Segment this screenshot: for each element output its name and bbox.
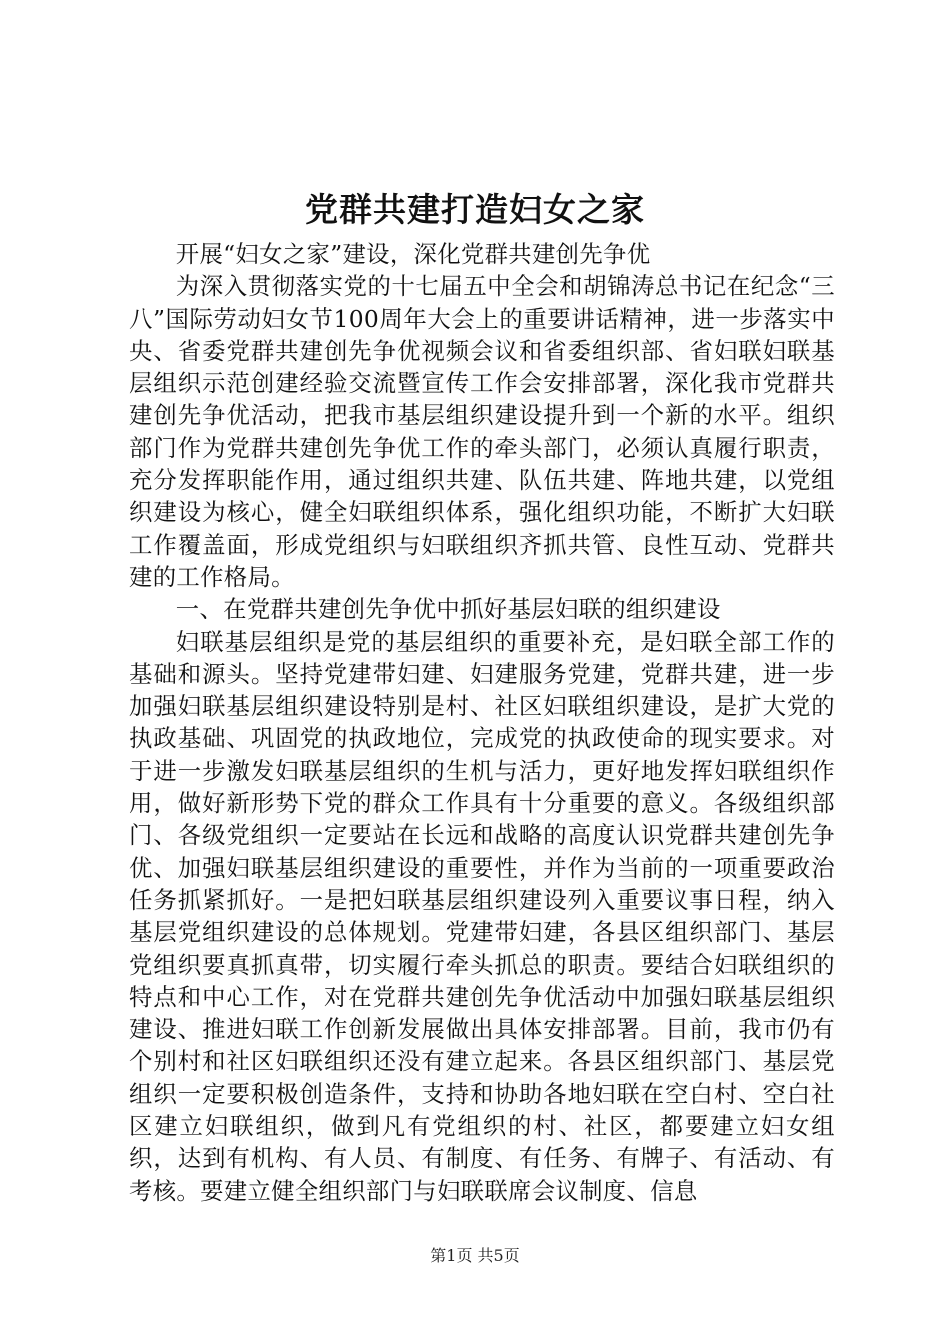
section-heading-1: 一、在党群共建创先争优中抓好基层妇联的组织建设	[175, 595, 721, 624]
paragraph-intro: 为深入贯彻落实党的十七届五中全会和胡锦涛总书记在纪念“三八”国际劳动妇女节100周年大会上的重要讲话精神，进一步落实中央、省委党群共建创先争优视频会议和省委组织部、省妇联妇联基层组织示范创建经验交流暨宣传工作会安排部署，深化我市党群共建创先争优活动，把我市基层组织建设提升到一个新的水平。组织部门作为党群共建创先争优工作的牵头部门，必须认真履行职责，充分发挥职能作用，通过组织共建、队伍共建、阵地共建，以党组织建设为核心，健全妇联组织体系，强化组织功能，不断扩大妇联工作覆盖面，形成党组织与妇联组织齐抓共管、良性互动、党群共建的工作格局。	[129, 272, 835, 591]
document-title: 党群共建打造妇女之家	[305, 190, 645, 229]
paragraph-section-1: 妇联基层组织是党的基层组织的重要补充，是妇联全部工作的基础和源头。坚持党建带妇建、妇建服务党建，党群共建，进一步加强妇联基层组织建设特别是村、社区妇联组织建设，是扩大党的执政基础、巩固党的执政地位，完成党的执政使命的现实要求。对于进一步激发妇联基层组织的生机与活力，更好地发挥妇联组织作用，做好新形势下党的群众工作具有十分重要的意义。各级组织部门、各级党组织一定要站在长远和战略的高度认识党群共建创先争优、加强妇联基层组织建设的重要性，并作为当前的一项重要政治任务抓紧抓好。一是把妇联基层组织建设列入重要议事日程，纳入基层党组织建设的总体规划。党建带妇建，各县区组织部门、基层党组织要真抓真带，切实履行牵头抓总的职责。要结合妇联组织的特点和中心工作，对在党群共建创先争优活动中加强妇联基层组织建设、推进妇联工作创新发展做出具体安排部署。目前，我市仍有个别村和社区妇联组织还没有建立起来。各县区组织部门、基层党组织一定要积极创造条件，支持和协助各地妇联在空白村、空白社区建立妇联组织，做到凡有党组织的村、社区，都要建立妇女组织，达到有机构、有人员、有制度、有任务、有牌子、有活动、有考核。要建立健全组织部门与妇联联席会议制度、信息	[129, 627, 835, 1205]
paragraph-subtitle: 开展“妇女之家”建设，深化党群共建创先争优	[175, 240, 651, 268]
page-footer: 第1页 共5页	[430, 1246, 520, 1265]
document-body	[129, 238, 835, 1207]
